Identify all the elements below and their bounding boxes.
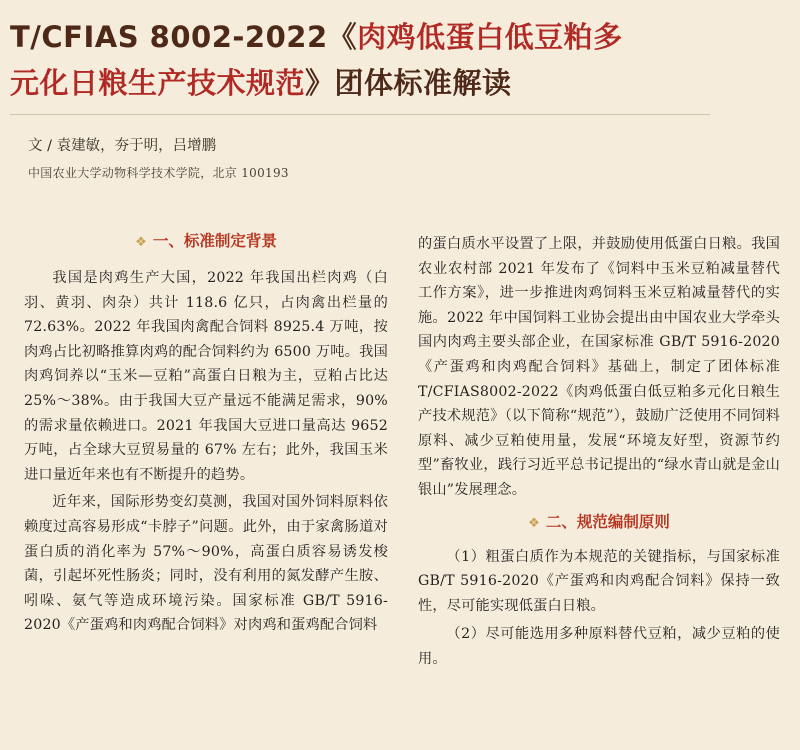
title-highlight-2: 元化日粮生产技术规范 [10, 66, 306, 100]
title-line-1 [10, 14, 750, 60]
affiliation: 中国农业大学动物科学技术学院，北京 100193 [28, 166, 289, 180]
section-heading-principles [418, 507, 780, 537]
title-suffix: 》团体标准解读 [305, 66, 512, 100]
section-heading-background [24, 226, 388, 256]
author-line: 文 / 袁建敏，夯于明，吕增鹏 [28, 138, 217, 154]
diamond-ornament-icon: ❖ [528, 515, 540, 531]
title-line-2 [10, 60, 750, 106]
section-heading-text: 一、标准制定背景 [152, 232, 277, 250]
section-heading-text: 二、规范编制原则 [545, 512, 670, 531]
diamond-ornament-icon: ❖ [135, 235, 147, 250]
title-highlight-1: 肉鸡低蛋白低豆粕多 [357, 20, 623, 54]
body-paragraph-1: 我国是肉鸡生产大国，2022 年我国出栏肉鸡（白羽、黄羽、肉杂）共计 118.6 亿只，占肉禽出栏量的 72.63%。2022 年我国肉禽配合饲料 8925.4 万吨，按肉鸡占比初略推算肉鸡的配合饲料约为 6500 万吨。我国肉鸡饲养以“玉米—豆粕”高蛋白日粮为主，豆粕占比达 25%～38%。由于我国大豆产量远不能满足需求，90% 的需求量依赖进口。2021 年我国大豆进口量高达 9652 万吨，占全球大豆贸易量的 67% 左右；此外，我国玉米进口量近年来也有不断提升的趋势。 [24, 270, 388, 483]
body-paragraph-2: 近年来，国际形势变幻莫测，我国对国外饲料原料依赖度过高容易形成“卡脖子”问题。此外，由于家禽肠道对蛋白质的消化率为 57%～90%，高蛋白质容易诱发梭菌，引起坏死性肠炎；同时，没有利用的氮发酵产生胺、吲哚、氨气等造成环境污染。国家标准 GB/T 5916-2020《产蛋鸡和肉鸡配合饲料》对肉鸡和蛋鸡配合饲料 [24, 494, 388, 634]
left-column [24, 226, 388, 638]
article-title [10, 14, 750, 106]
principle-item-1: （1）粗蛋白质作为本规范的关键指标，与国家标准 GB/T 5916-2020《产蛋鸡和肉鸡配合饲料》保持一致性，尽可能实现低蛋白日粮。 [418, 548, 780, 614]
right-column [418, 232, 780, 672]
body-paragraph-3: 的蛋白质水平设置了上限，并鼓励使用低蛋白日粮。我国农业农村部 2021 年发布了《饲料中玉米豆粕减量替代工作方案》，进一步推进肉鸡饲料玉米豆粕减量替代的实施。2022 年中国饲料工业协会提出由中国农业大学牵头国内肉鸡主要头部企业，在国家标准 GB/T 5916-2020《产蛋鸡和肉鸡配合饲料》基础上，制定了团体标准 T/CFIAS8002-2022《肉鸡低蛋白低豆粕多元化日粮生产技术规范》（以下简称“规范”），鼓励广泛使用不同饲料原料、减少豆粕使用量，发展“环境友好型，资源节约型”畜牧业，践行习近平总书记提出的“绿水青山就是金山银山”发展理念。 [418, 236, 780, 498]
title-prefix: T/CFIAS 8002-2022《 [10, 20, 358, 54]
principle-item-2: （2）尽可能选用多种原料替代豆粕，减少豆粕的使用。 [418, 626, 780, 667]
title-divider [10, 114, 710, 115]
